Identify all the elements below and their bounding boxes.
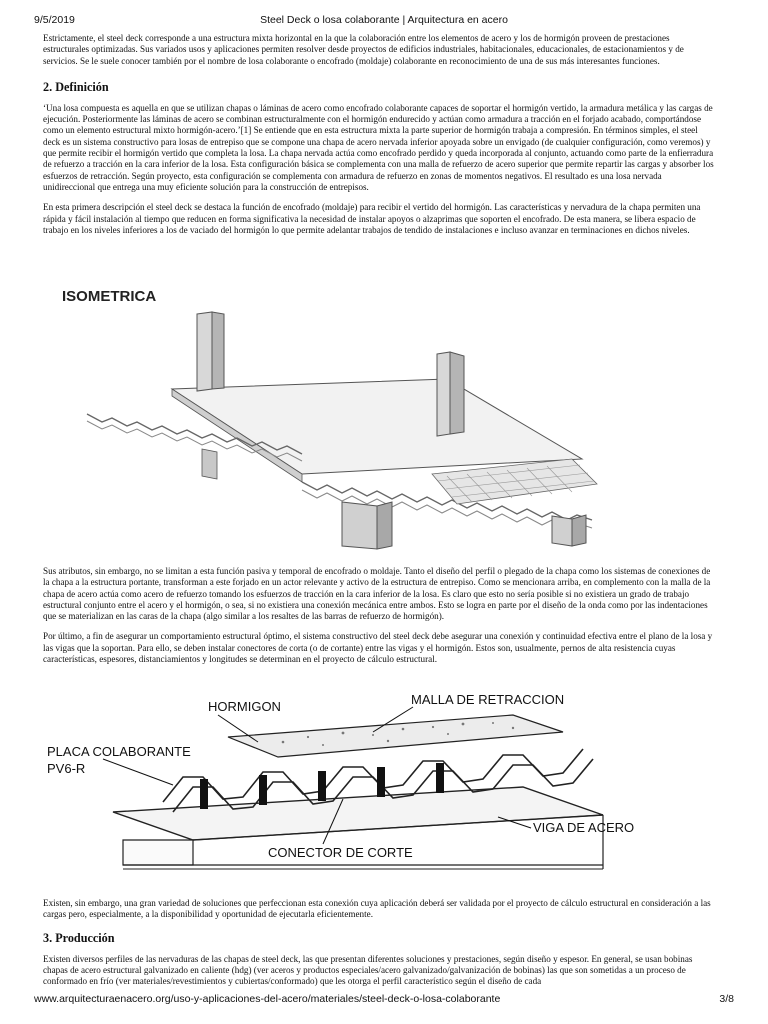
atributos-paragraph: Sus atributos, sin embargo, no se limitan a esta función pasiva y temporal de encofrado o moldaje. Tanto el diseño del perfil o plegado de la chapa como los sistemas de conexiones de la chapa a la estructura portante, transforman a este forjado en un actor relevante y activo de la estructura de entrepiso. Como se mencionara arriba, en complemento con la malla de la chapa de acero actúa como acero de refuerzo tomando los esfuerzos de tracción en la cara inferior de la losa. Es claro que esto no sería posible si no existiera un grado de trabajo estructural conjunto entre el acero y el hormigón, o sea, si no existiera una conexión mecánica entre ambos. Esto se logra en parte por el diseño de la onda como por las indentaciones que se materializan en las caras de la chapa (algo similar a los resaltes de las barras de refuerzo de hormigón). (43, 566, 711, 622)
section-heading-produccion: 3. Producción (43, 930, 115, 945)
label-placa-model: PV6-R (47, 761, 86, 776)
produccion-paragraph: Existen diversos perfiles de las nervaduras de las chapas de steel deck, las que presentan diferentes soluciones y prestaciones, según diseño y espesor. En general, se usan bobinas chapas de acero estructural galvanizado en caliente (hdg) (ver aceros y productos especiales/acero galvanizado/galvanización de bobinas) las que son sometidas a un proceso de conformado en frío (ver materiales/revestimientos y cubiertas/conformado) que les otorga el perfil característico según el diseño de cada (43, 953, 693, 987)
article-body-2 (43, 566, 716, 665)
steel-beam-center (342, 502, 392, 549)
label-malla: MALLA DE RETRACCION (411, 692, 565, 707)
ultimo-paragraph: Por último, a fin de asegurar un comportamiento estructural óptimo, el sistema constructivo del steel deck debe asegurar una conexión y continuidad efectiva entre el plano de la losa y las vigas que la soportan. Para ello, se deben instalar conectores de corta (o de cortante) entre las vigas y el hormigón. Estos son, usualmente, pernos de alta resistencia cuyas características, espesores, distanciamientos y longitudes se determinan en el proyecto de cálculo estructural. (43, 631, 713, 665)
intro-paragraph: Estrictamente, el steel deck corresponde a una estructura mixta horizontal en la que la colaboración entre los elementos de acero y los de hormigón proveen de prestaciones estructurales optimizadas. Sus variados usos y aplicaciones permiten resolver desde proyectos de edificios industriales, habitacionales, educacionales, de estacionamientos y de servicios. Se le suele conocer también por el nombre de losa colaborante o encofrado (moldaje) colaborante en reconocimiento de una de sus más interesantes funciones. (43, 33, 684, 66)
steel-column-right (437, 352, 464, 436)
connector-figure (43, 687, 663, 887)
steel-beam-left (202, 449, 217, 479)
print-date: 9/5/2019 (34, 14, 75, 26)
isometrica-label: ISOMETRICA (62, 288, 157, 305)
label-viga: VIGA DE ACERO (533, 820, 635, 835)
existen-paragraph: Existen, sin embargo, una gran variedad de soluciones que perfeccionan esta conexión cuya aplicación deberá ser validada por el proyecto de cálculo estructural en consideración a las cargas pero, especialmente, a la disponibilidad y oportunidad de ejecutarla eficientemente. (43, 898, 711, 920)
steel-beam-right (552, 515, 586, 546)
section-heading-definicion: 2. Definición (43, 79, 109, 94)
definicion-paragraph-1: ‘Una losa compuesta es aquella en que se utilizan chapas o láminas de acero como encofrado colaborante capaces de soportar el hormigón vertido, la armadura metálica y las cargas de ejecución. Posteriormente las láminas de acero se combinan estructuralmente con el hormigón endurecido y actúan como armadura a tracción en el forjado acabado, comportándose como un elemento estructural mixto hormigón-acero.’[1] Se entiende que en esta estructura mixta la parte superior de hormigón trabaja a compresión. En términos simples, el steel deck es un sistema constructivo para losas de entrepiso que se compone una chapa de acero nervada inferior apoyada sobre un envigado (de cualquier configuración, como veremos) y que permite recibir el hormigón vertido que completa la losa. La chapa nervada actúa como encofrado perdido y queda incorporada al conjunto, actuando como parte de la enfierradura de refuerzo a tracción en la cara inferior de la losa. Esta configuración básica se complementa con una malla de refuerzo de acero superior que permite repartir las cargas y absorber los esfuerzos de retracción. Según proyecto, esta configuración se complementa con armadura de refuerzo en zonas de momentos negativos. El resultado es una losa nervada unidireccional que entrega una muy eficiente solución para la construcción de entrepisos. (43, 102, 714, 192)
page-title: Steel Deck o losa colaborante | Arquitectura en acero (260, 14, 508, 26)
isometric-figure (52, 284, 612, 559)
article-body-3 (43, 898, 716, 987)
print-header (0, 14, 768, 28)
concrete-slab (228, 715, 563, 757)
print-footer (0, 993, 768, 1007)
label-placa: PLACA COLABORANTE (47, 744, 191, 759)
footer-url: www.arquitecturaenacero.org/uso-y-aplicaciones-del-acero/materiales/steel-deck-o-losa-colaborante (34, 993, 501, 1005)
definicion-paragraph-2: En esta primera descripción el steel deck se destaca la función de encofrado (moldaje) para recibir el vertido del hormigón. Las características y nervadura de la chapa permiten una rápida y fácil instalación al tiempo que reducen en forma significativa la necesidad de instalar apoyos o alzaprimas que soporten el encofrado. De esta manera, se libera espacio de trabajo en los niveles inferiores a los de vaciado del hormigón lo que permite adelantar trabajos de tendido de instalaciones e incluso avanzar en terminaciones en dichos niveles. (43, 202, 701, 235)
page-number: 3/8 (719, 993, 734, 1005)
label-hormigon: HORMIGON (208, 699, 281, 714)
label-conector: CONECTOR DE CORTE (268, 845, 413, 860)
article-body (43, 33, 716, 236)
steel-column-left (197, 312, 224, 391)
